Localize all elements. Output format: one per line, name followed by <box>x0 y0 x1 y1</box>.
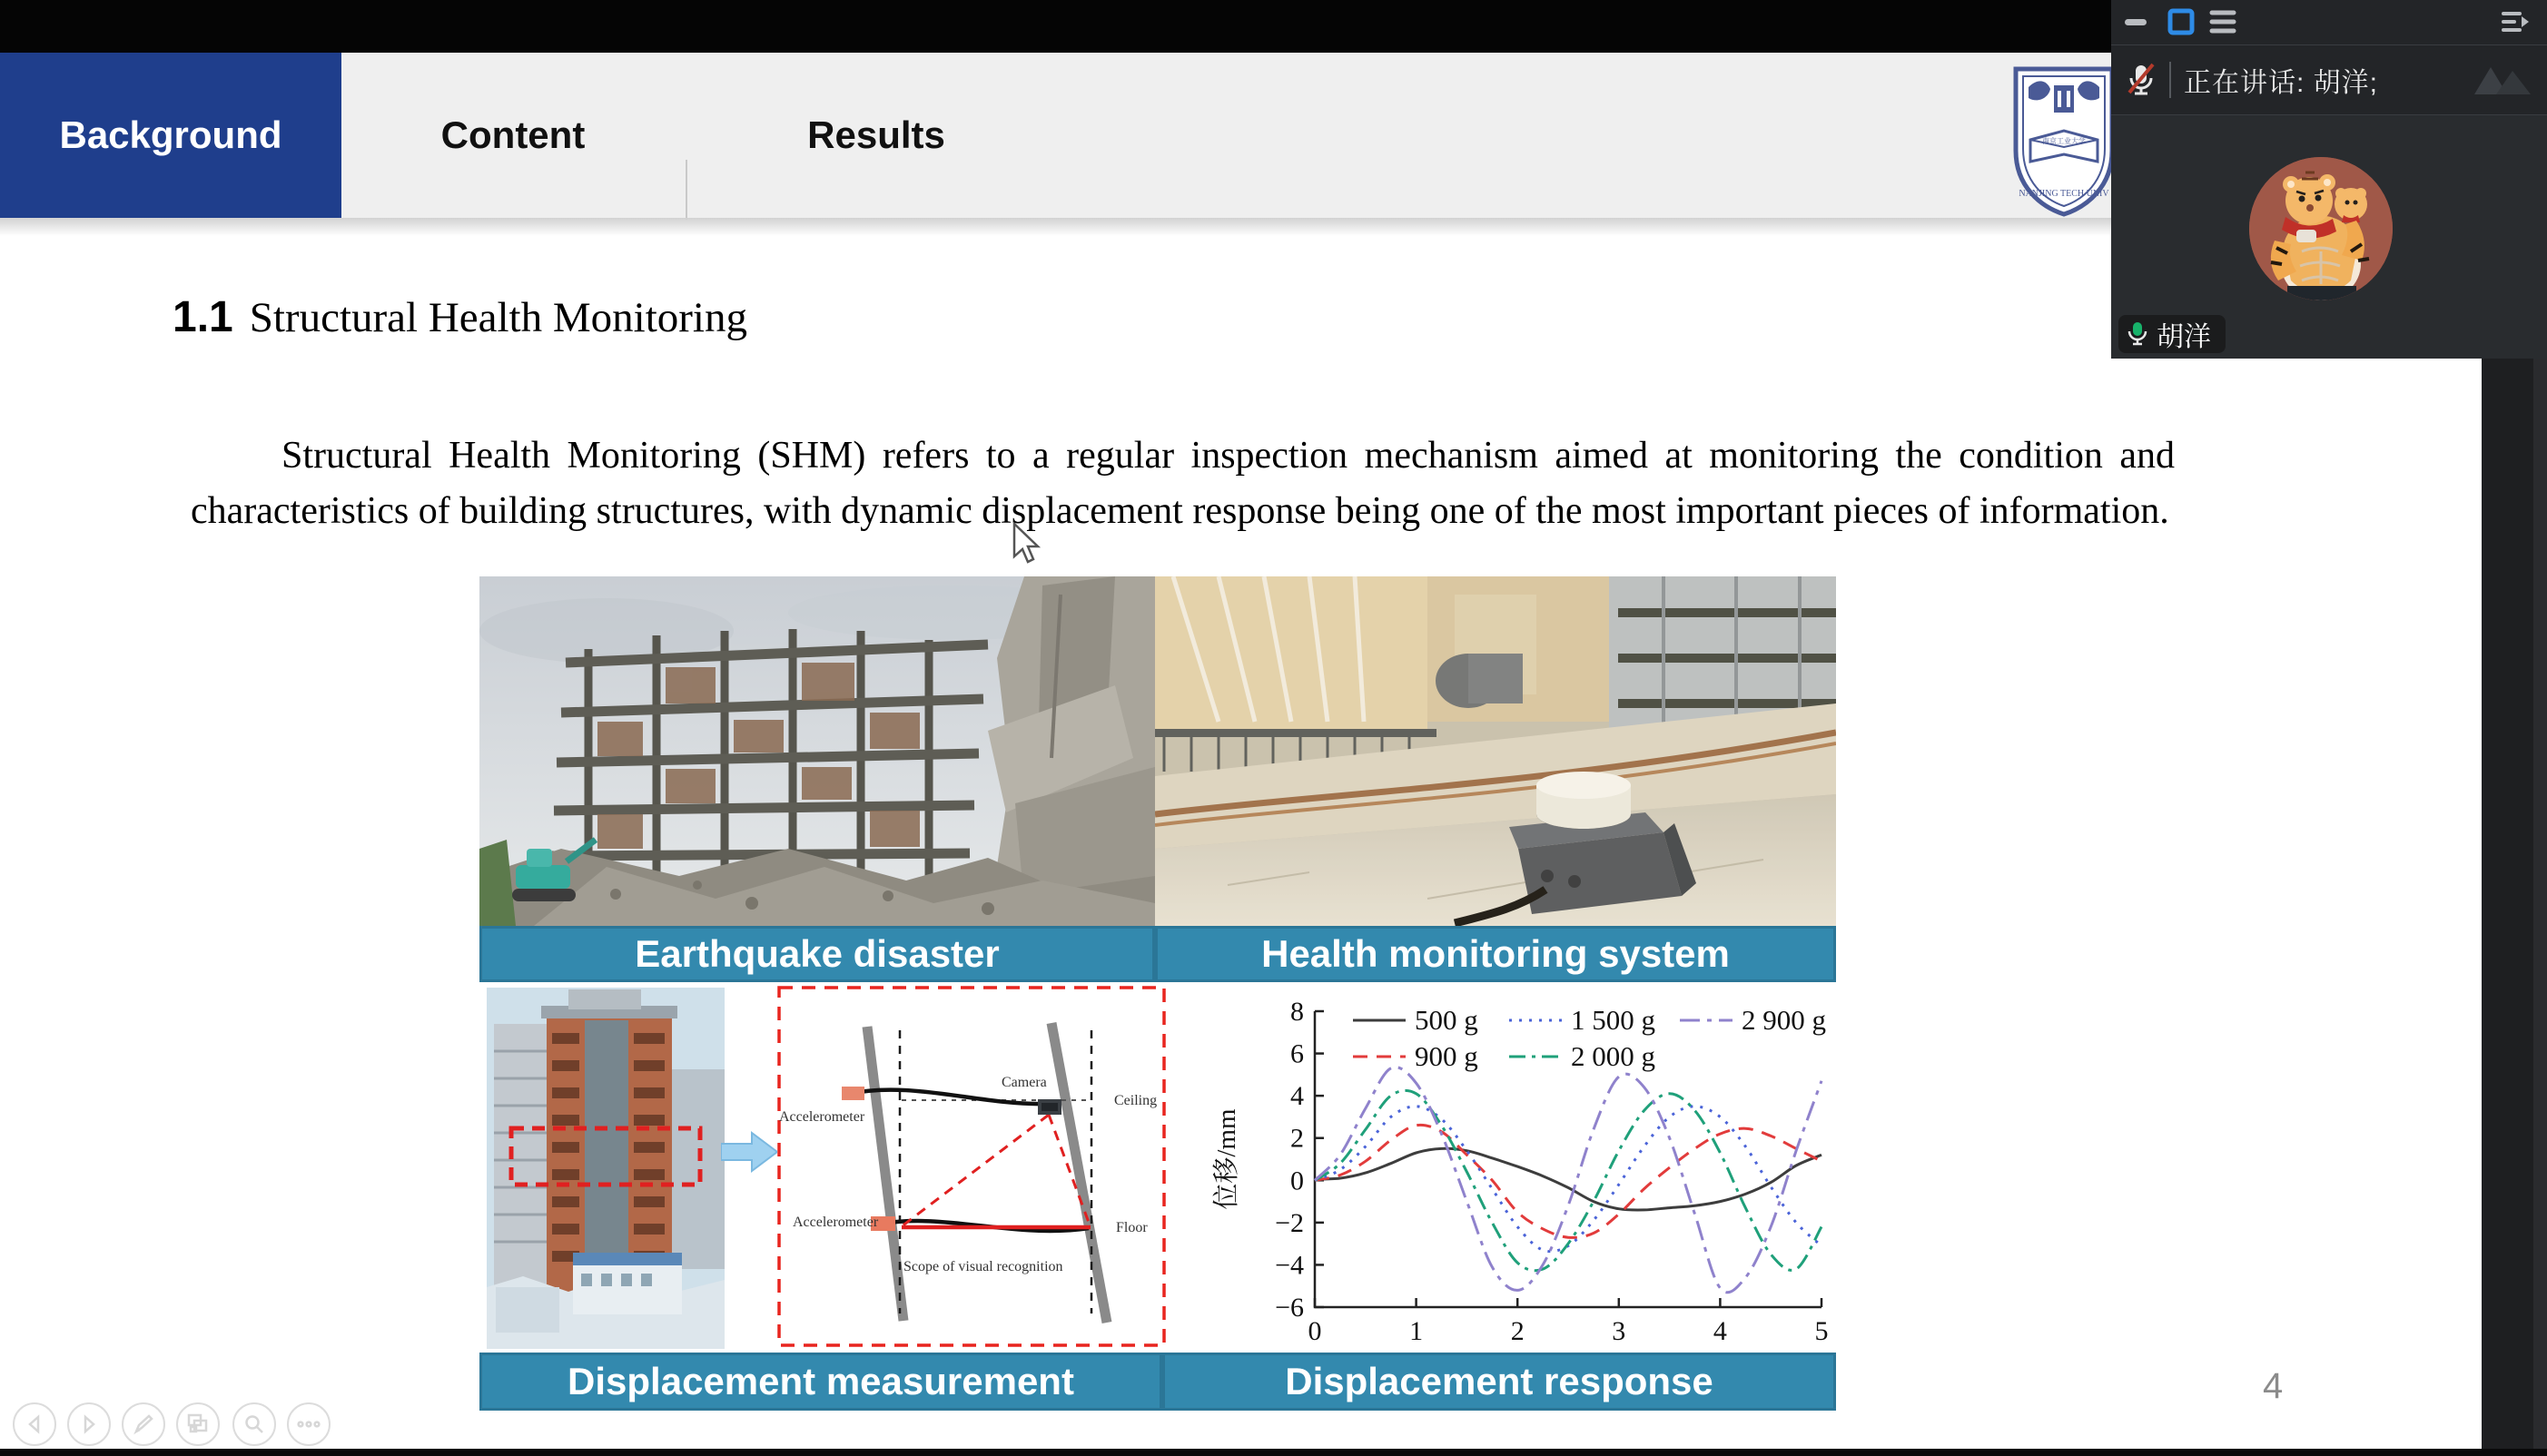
meeting-panel <box>2111 0 2547 359</box>
prev-slide-button[interactable] <box>13 1402 56 1446</box>
measurement-diagram <box>776 985 1167 1350</box>
participant-name-badge <box>2118 315 2226 353</box>
meeting-watermark-icon <box>2471 58 2534 102</box>
page-title <box>173 292 747 342</box>
label-camera: Camera <box>1002 1075 1047 1090</box>
svg-text:8: 8 <box>1290 997 1304 1027</box>
active-mic-icon <box>2127 320 2147 348</box>
tiger-avatar-image <box>2249 157 2393 300</box>
svg-text:2 000 g: 2 000 g <box>1571 1040 1655 1072</box>
collapse-panel-icon[interactable] <box>2500 6 2531 37</box>
label-accelerometer-bottom: Accelerometer <box>793 1215 879 1230</box>
accelerometer-marker-top <box>842 1087 864 1100</box>
meeting-titlebar <box>2111 0 2547 45</box>
tab-divider <box>686 160 687 220</box>
section-number: 1.1 <box>173 293 233 341</box>
svg-text:900 g: 900 g <box>1415 1040 1478 1072</box>
arrow-right-icon <box>721 1131 777 1173</box>
page-number: 4 <box>2263 1366 2284 1406</box>
svg-text:−2: −2 <box>1275 1207 1304 1238</box>
arrow-right-icon <box>79 1414 99 1434</box>
logo-year: 1902 <box>2056 116 2072 125</box>
damaged-tower-photo <box>487 988 725 1349</box>
svg-text:南京工业大学: 南京工业大学 <box>2042 137 2086 145</box>
caption-monitoring <box>1155 926 1836 982</box>
tab-content[interactable] <box>381 53 645 218</box>
svg-text:2: 2 <box>1510 1316 1525 1346</box>
svg-text:1 500 g: 1 500 g <box>1571 1004 1655 1036</box>
svg-text:2: 2 <box>1290 1123 1304 1154</box>
caption-earthquake <box>479 926 1155 982</box>
caption-measurement <box>479 1353 1162 1411</box>
label-ceiling: Ceiling <box>1114 1093 1158 1108</box>
label-scope: Scope of visual recognition <box>903 1259 1063 1274</box>
top-black-bar <box>0 0 2111 53</box>
svg-text:−4: −4 <box>1275 1250 1304 1281</box>
right-edge-strip-inner <box>2533 359 2547 1456</box>
speaking-status-row <box>2111 45 2547 115</box>
speaking-label: 正在讲话: 胡洋; <box>2184 68 2379 98</box>
tab-results[interactable] <box>745 53 1008 218</box>
arrow-left-icon <box>25 1414 44 1434</box>
caption-response <box>1162 1353 1836 1411</box>
tab-background[interactable] <box>0 53 341 218</box>
section-title: Structural Health Monitoring <box>249 294 747 341</box>
svg-text:5: 5 <box>1814 1316 1829 1346</box>
label-accelerometer-top: Accelerometer <box>779 1109 865 1125</box>
tab-results-label: Results <box>807 113 945 156</box>
monitoring-system-photo <box>1155 576 1836 926</box>
tab-content-label: Content <box>440 113 586 156</box>
university-logo <box>2009 64 2119 218</box>
ellipsis-icon <box>297 1420 321 1429</box>
participant-name: 胡洋 <box>2157 322 2211 352</box>
magnifier-icon <box>243 1413 265 1435</box>
logo-arc-text: NANJING TECH UNIV <box>2019 189 2109 199</box>
svg-text:1: 1 <box>1409 1316 1424 1346</box>
response-chart <box>1208 988 1843 1351</box>
restore-icon[interactable] <box>2167 7 2195 36</box>
mouse-cursor <box>1011 522 1042 566</box>
caption-measurement-label: Displacement measurement <box>568 1360 1074 1402</box>
svg-text:6: 6 <box>1290 1038 1304 1069</box>
pen-tool-button[interactable] <box>122 1402 165 1446</box>
svg-text:4: 4 <box>1713 1316 1727 1346</box>
more-options-button[interactable] <box>287 1402 331 1446</box>
menu-icon[interactable] <box>2209 8 2236 35</box>
pen-icon <box>133 1413 154 1435</box>
zoom-button[interactable] <box>232 1402 276 1446</box>
body-paragraph: Structural Health Monitoring (SHM) refers to a regular inspection mechanism aimed at monitoring the condition and characteristics of building structures, with dynamic displacement response being one of the most important pieces of information. <box>191 435 2175 532</box>
svg-text:3: 3 <box>1612 1316 1626 1346</box>
earthquake-photo <box>479 576 1155 926</box>
participant-tile[interactable] <box>2111 115 2547 359</box>
label-floor: Floor <box>1116 1220 1148 1235</box>
muted-mic-icon[interactable] <box>2126 62 2157 98</box>
caption-monitoring-label: Health monitoring system <box>1261 932 1730 975</box>
svg-text:0: 0 <box>1308 1316 1322 1346</box>
response-chart-svg <box>1208 988 1843 1351</box>
svg-text:−6: −6 <box>1275 1293 1304 1323</box>
next-slide-button[interactable] <box>67 1402 111 1446</box>
bottom-black-bar <box>0 1449 2547 1456</box>
svg-text:0: 0 <box>1290 1166 1304 1196</box>
svg-text:位移/mm: 位移/mm <box>1212 1108 1241 1210</box>
avatar <box>2249 157 2393 300</box>
slides-icon <box>186 1412 210 1436</box>
svg-text:500 g: 500 g <box>1415 1004 1478 1036</box>
tabbar-shadow <box>0 218 2111 236</box>
slide-nav-bar <box>0 53 2111 218</box>
caption-earthquake-label: Earthquake disaster <box>635 932 1000 975</box>
slide-sorter-button[interactable] <box>176 1402 220 1446</box>
minimize-icon[interactable] <box>2124 15 2147 28</box>
svg-text:2 900 g: 2 900 g <box>1742 1004 1826 1036</box>
caption-response-label: Displacement response <box>1285 1360 1713 1402</box>
tab-background-label: Background <box>59 113 282 156</box>
right-edge-strip <box>2482 359 2547 1456</box>
speak-divider <box>2169 62 2171 98</box>
svg-text:4: 4 <box>1290 1081 1304 1112</box>
